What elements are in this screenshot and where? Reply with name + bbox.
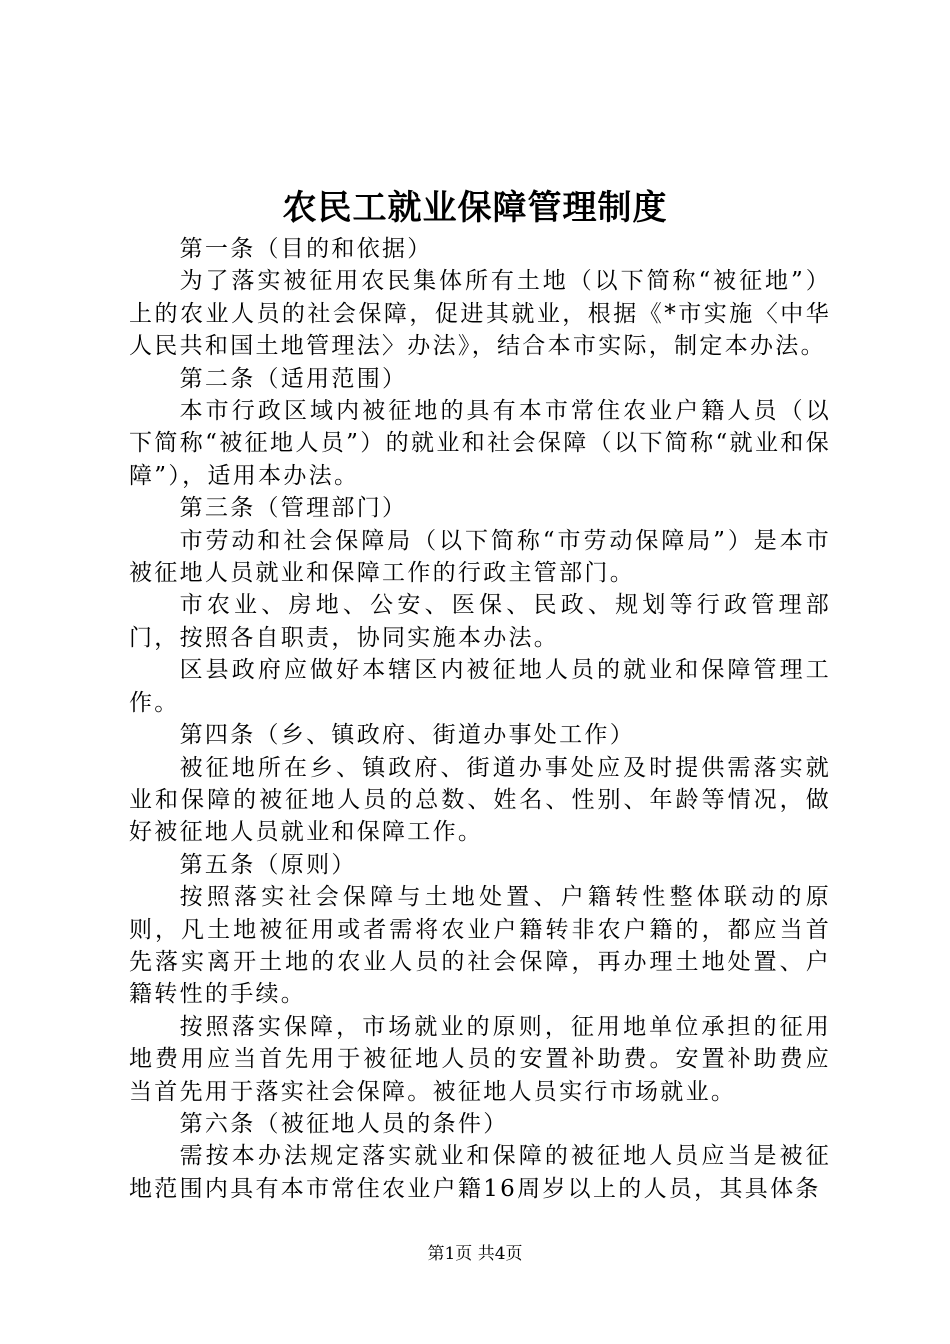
article-3-paragraph-1: 市劳动和社会保障局（以下简称“市劳动保障局”）是本市被征地人员就业和保障工作的行政主管部门。 <box>129 527 831 587</box>
article-1-paragraph: 为了落实被征用农民集体所有土地（以下简称“被征地”）上的农业人员的社会保障，促进其就业，根据《*市实施〈中华人民共和国土地管理法〉办法》，结合本市实际，制定本办法。 <box>129 268 831 360</box>
article-2-paragraph: 本市行政区域内被征地的具有本市常住农业户籍人员（以下简称“被征地人员”）的就业和社会保障（以下简称“就业和保障”），适用本办法。 <box>129 398 831 489</box>
article-1-heading: 第一条（目的和依据） <box>179 236 433 262</box>
document-title: 农民工就业保障管理制度 <box>282 188 668 228</box>
article-4-paragraph: 被征地所在乡、镇政府、街道办事处应及时提供需落实就业和保障的被征地人员的总数、姓名、性别、年龄等情况，做好被征地人员就业和保障工作。 <box>129 754 831 846</box>
article-6-heading: 第六条（被征地人员的条件） <box>179 1110 509 1137</box>
article-5-paragraph-2: 按照落实保障，市场就业的原则，征用地单位承担的征用地费用应当首先用于被征地人员的安置补助费。安置补助费应当首先用于落实社会保障。被征地人员实行市场就业。 <box>129 1013 831 1105</box>
article-6-paragraph: 需按本办法规定落实就业和保障的被征地人员应当是被征地范围内具有本市常住农业户籍16周岁以上的人员，其具体条 <box>129 1143 831 1202</box>
article-3-paragraph-3: 区县政府应做好本辖区内被征地人员的就业和保障管理工作。 <box>129 657 831 716</box>
article-3-paragraph-2: 市农业、房地、公安、医保、民政、规划等行政管理部门，按照各自职责，协同实施本办法。 <box>129 592 831 651</box>
page-footer: 第1页 共4页 <box>427 1244 523 1264</box>
article-5-paragraph-1: 按照落实社会保障与土地处置、户籍转性整体联动的原则，凡土地被征用或者需将农业户籍转非农户籍的，都应当首先落实离开土地的农业人员的社会保障，再办理土地处置、户籍转性的手续。 <box>129 884 831 1008</box>
article-4-heading: 第四条（乡、镇政府、街道办事处工作） <box>179 722 635 749</box>
article-2-heading: 第二条（适用范围） <box>179 365 408 392</box>
document-body <box>129 233 831 1205</box>
article-3-heading: 第三条（管理部门） <box>179 495 408 522</box>
article-5-heading: 第五条（原则） <box>179 851 357 878</box>
